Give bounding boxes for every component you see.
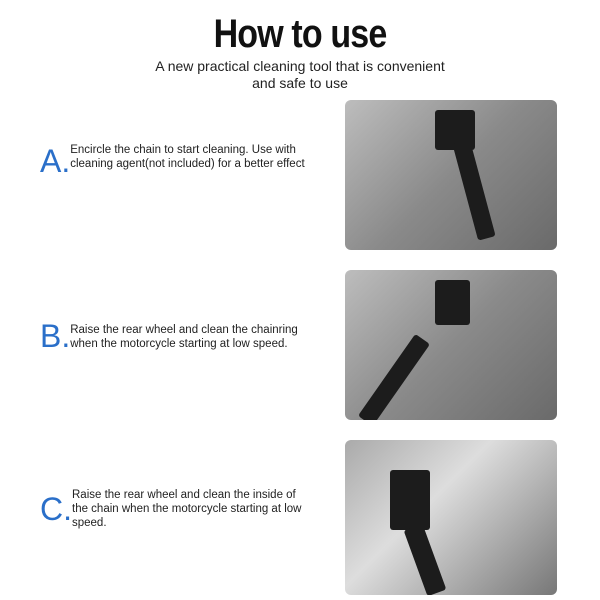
step-letter: A.	[40, 143, 71, 179]
subtitle-line-1: A new practical cleaning tool that is convenient	[155, 58, 445, 74]
step-a-photo	[345, 100, 557, 250]
step-letter: B.	[40, 318, 71, 354]
step-c	[40, 488, 310, 530]
step-a	[40, 143, 310, 180]
step-text: Encircle the chain to start cleaning. Use with cleaning agent(not included) for a better effect	[70, 143, 305, 170]
subtitle-line-2: and safe to use	[252, 75, 348, 91]
step-text: Raise the rear wheel and clean the inside of the chain when the motorcycle starting at low speed.	[72, 489, 302, 529]
step-b	[40, 318, 310, 355]
step-letter: C.	[40, 490, 72, 527]
subtitle	[0, 58, 600, 92]
step-text: Raise the rear wheel and clean the chainring when the motorcycle starting at low speed.	[70, 323, 298, 350]
step-b-photo	[345, 270, 557, 420]
step-c-photo	[345, 440, 557, 595]
page-title: How to use	[213, 12, 387, 56]
